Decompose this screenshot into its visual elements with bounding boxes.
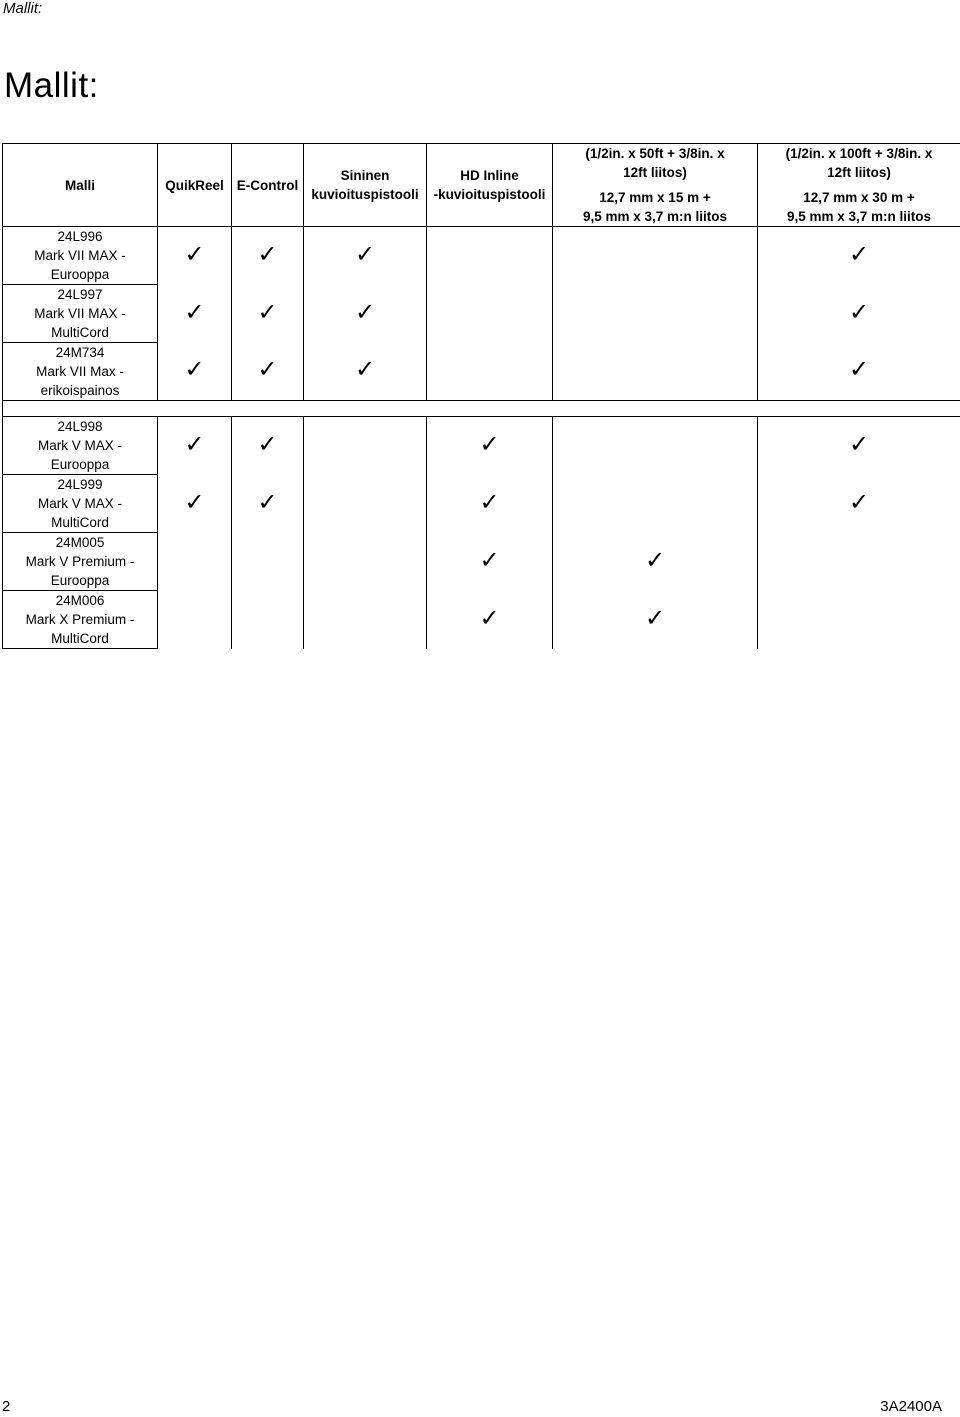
cell-hd-inline	[427, 417, 553, 475]
cell-quikreel	[158, 533, 232, 591]
header-hose100-metric-line1: 12,7 mm x 30 m +	[803, 190, 915, 205]
header-hose100-metric	[758, 188, 960, 226]
cell-hose100	[758, 227, 960, 285]
page-title: Mallit:	[4, 66, 99, 105]
model-code: 24L997	[57, 287, 103, 302]
header-hose50-metric-line2: 9,5 mm x 3,7 m:n liitos	[582, 209, 728, 224]
cell-blue-gun	[304, 533, 427, 591]
checkmark-icon: ✓	[479, 487, 500, 516]
cell-hose50	[553, 475, 758, 533]
cell-hose50	[553, 227, 758, 285]
model-name: Mark V MAX -	[37, 438, 122, 453]
cell-quikreel	[158, 285, 232, 343]
header-blue-gun-line2: kuvioituspistooli	[311, 187, 419, 202]
model-name: Mark VII MAX -	[34, 306, 126, 321]
model-cell	[3, 417, 158, 475]
cell-hd-inline	[427, 227, 553, 285]
table-group-mark-vii	[3, 227, 960, 401]
cell-quikreel	[158, 591, 232, 649]
header-hose100-line1: (1/2in. x 100ft + 3/8in. x	[785, 146, 933, 161]
cell-econtrol	[232, 343, 304, 401]
model-cell	[3, 533, 158, 591]
model-variant: Eurooppa	[50, 573, 110, 588]
model-name: Mark VII MAX -	[34, 248, 126, 263]
header-blue-gun-line1: Sininen	[340, 168, 390, 183]
cell-hose50	[553, 533, 758, 591]
checkmark-icon: ✓	[184, 487, 205, 516]
table-header-row	[3, 144, 960, 227]
model-variant: MultiCord	[51, 515, 109, 530]
cell-econtrol	[232, 591, 304, 649]
checkmark-icon: ✓	[848, 297, 870, 326]
header-hose100-metric-line2: 9,5 mm x 3,7 m:n liitos	[786, 209, 932, 224]
header-model: Malli	[3, 144, 158, 227]
document-number: 3A2400A	[880, 1398, 942, 1415]
cell-hd-inline	[427, 591, 553, 649]
cell-econtrol	[232, 227, 304, 285]
model-variant: Eurooppa	[50, 267, 110, 282]
cell-econtrol	[232, 475, 304, 533]
table-row	[3, 417, 960, 475]
checkmark-icon: ✓	[848, 429, 870, 458]
model-variant: MultiCord	[51, 631, 109, 646]
cell-quikreel	[158, 417, 232, 475]
checkmark-icon: ✓	[848, 355, 870, 384]
table-row	[3, 533, 960, 591]
cell-hd-inline	[427, 533, 553, 591]
page-number: 2	[2, 1398, 11, 1415]
model-variant: Eurooppa	[50, 457, 110, 472]
cell-hose50	[553, 417, 758, 475]
cell-hd-inline	[427, 343, 553, 401]
header-econtrol: E-Control	[232, 144, 304, 227]
cell-hd-inline	[427, 475, 553, 533]
header-hose50-line2: 12ft liitos)	[623, 165, 687, 180]
checkmark-icon: ✓	[479, 429, 500, 458]
cell-blue-gun	[304, 475, 427, 533]
cell-blue-gun	[304, 343, 427, 401]
cell-hose50	[553, 343, 758, 401]
header-hd-inline-line2: -kuvioituspistooli	[433, 187, 546, 202]
cell-hose100	[758, 285, 960, 343]
model-name: Mark V MAX -	[37, 496, 122, 511]
running-head: Mallit:	[3, 0, 43, 17]
cell-hose50	[553, 591, 758, 649]
cell-hose100	[758, 533, 960, 591]
model-code: 24M006	[55, 593, 105, 608]
model-code: 24L996	[57, 229, 103, 244]
model-code: 24L998	[57, 419, 103, 434]
cell-econtrol	[232, 533, 304, 591]
header-hose50-line1: (1/2in. x 50ft + 3/8in. x	[585, 146, 725, 161]
cell-blue-gun	[304, 227, 427, 285]
checkmark-icon: ✓	[479, 545, 500, 574]
checkmark-icon: ✓	[257, 239, 278, 268]
checkmark-icon: ✓	[644, 603, 666, 632]
table-row	[3, 285, 960, 343]
checkmark-icon: ✓	[848, 487, 870, 516]
cell-blue-gun	[304, 417, 427, 475]
checkmark-icon: ✓	[848, 239, 870, 268]
checkmark-icon: ✓	[479, 603, 500, 632]
header-hose50-metric-line1: 12,7 mm x 15 m +	[599, 190, 711, 205]
checkmark-icon: ✓	[184, 429, 205, 458]
header-hd-inline	[427, 144, 553, 227]
spacer-row	[3, 401, 960, 417]
model-name: Mark X Premium -	[25, 612, 135, 627]
checkmark-icon: ✓	[354, 297, 376, 326]
model-cell	[3, 227, 158, 285]
checkmark-icon: ✓	[184, 239, 205, 268]
table-spacer	[3, 401, 960, 417]
header-hose100-line2: 12ft liitos)	[827, 165, 891, 180]
checkmark-icon: ✓	[354, 239, 376, 268]
model-code: 24M734	[55, 345, 105, 360]
header-blue-gun	[304, 144, 427, 227]
table-row	[3, 475, 960, 533]
cell-blue-gun	[304, 285, 427, 343]
table-row	[3, 343, 960, 401]
header-hose-50ft	[553, 144, 758, 227]
model-code: 24L999	[57, 477, 103, 492]
model-name: Mark VII Max -	[36, 364, 124, 379]
cell-blue-gun	[304, 591, 427, 649]
cell-quikreel	[158, 475, 232, 533]
model-cell	[3, 343, 158, 401]
model-code: 24M005	[55, 535, 105, 550]
model-cell	[3, 285, 158, 343]
cell-quikreel	[158, 227, 232, 285]
header-hose-100ft	[758, 144, 960, 227]
checkmark-icon: ✓	[257, 297, 278, 326]
table-row	[3, 227, 960, 285]
cell-hose100	[758, 475, 960, 533]
cell-econtrol	[232, 417, 304, 475]
models-table	[2, 143, 960, 649]
table-group-mark-v-x	[3, 417, 960, 649]
cell-hose100	[758, 417, 960, 475]
cell-hose50	[553, 285, 758, 343]
cell-econtrol	[232, 285, 304, 343]
cell-hd-inline	[427, 285, 553, 343]
checkmark-icon: ✓	[257, 487, 278, 516]
checkmark-icon: ✓	[644, 545, 666, 574]
model-cell	[3, 475, 158, 533]
header-quikreel: QuikReel	[158, 144, 232, 227]
checkmark-icon: ✓	[257, 429, 278, 458]
table-row	[3, 591, 960, 649]
model-variant: MultiCord	[51, 325, 109, 340]
checkmark-icon: ✓	[184, 355, 205, 384]
cell-hose100	[758, 343, 960, 401]
header-hose50-metric	[553, 188, 757, 226]
model-cell	[3, 591, 158, 649]
header-hd-inline-line1: HD Inline	[460, 168, 519, 183]
checkmark-icon: ✓	[184, 297, 205, 326]
checkmark-icon: ✓	[257, 355, 278, 384]
cell-hose100	[758, 591, 960, 649]
checkmark-icon: ✓	[354, 355, 376, 384]
model-variant: erikoispainos	[40, 383, 120, 398]
model-name: Mark V Premium -	[25, 554, 135, 569]
cell-quikreel	[158, 343, 232, 401]
